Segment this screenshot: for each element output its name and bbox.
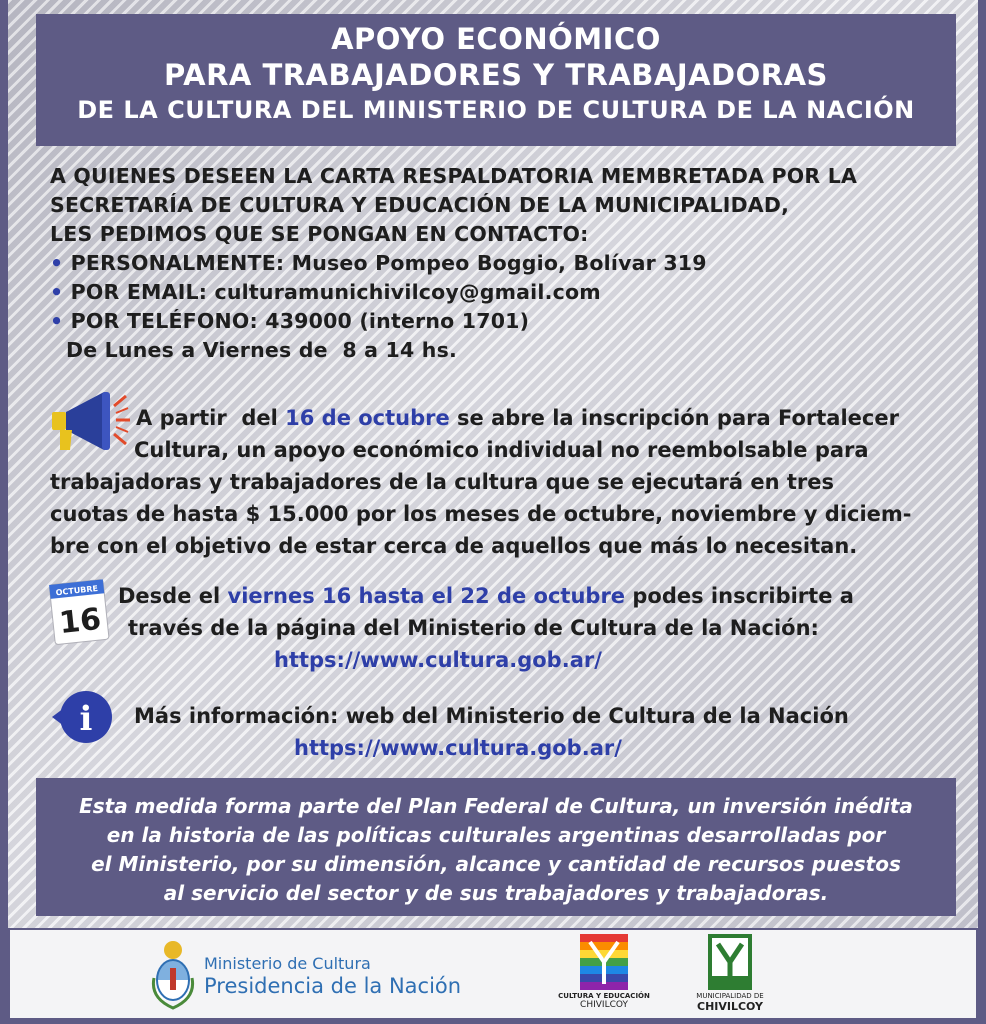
municipal-caption-1: MUNICIPALIDAD DE [696, 992, 764, 1000]
registration-pre: Desde el [118, 584, 228, 608]
contact-section [50, 162, 950, 365]
cultura-educacion-logo [580, 934, 628, 990]
registration-url-link[interactable]: https://www.cultura.gob.ar/ [274, 648, 602, 672]
more-info-url-link[interactable]: https://www.cultura.gob.ar/ [294, 736, 622, 760]
info-glyph: i [79, 699, 93, 739]
more-info-paragraph [134, 700, 954, 764]
contact-intro-3: LES PEDIMOS QUE SE PONGAN EN CONTACTO: [50, 222, 589, 246]
ministry-wordmark [204, 954, 461, 998]
logos-strip [10, 930, 976, 1018]
title-line-1: APOYO ECONÓMICO [331, 22, 661, 56]
announcement-line-3: trabajadoras y trabajadores de la cultura que se ejecutará en tres [50, 470, 834, 494]
registration-line-1 [118, 580, 948, 612]
footer-line-4: al servicio del sector y de sus trabajadores y trabajadoras. [163, 881, 829, 905]
registration-paragraph [118, 580, 948, 676]
ministry-line-1: Ministerio de Cultura [204, 954, 371, 973]
cultura-caption-2: CHIVILCOY [580, 1000, 628, 1010]
contact-hours: De Lunes a Viernes de 8 a 14 hs. [66, 338, 457, 362]
title-line-3: DE LA CULTURA DEL MINISTERIO DE CULTURA DE LA NACIÓN [77, 96, 915, 124]
bullet-icon: • [50, 280, 64, 304]
announcement-paragraph [50, 402, 950, 562]
contact-intro-1: A QUIENES DESEEN LA CARTA RESPALDATORIA MEMBRETADA POR LA [50, 164, 858, 188]
municipalidad-logo [708, 934, 752, 990]
header-banner [36, 14, 956, 146]
calendar-day: 16 [57, 601, 103, 642]
info-icon [52, 686, 114, 748]
contact-item-phone [50, 307, 950, 336]
contact-intro-2: SECRETARÍA DE CULTURA Y EDUCACIÓN DE LA MUNICIPALIDAD, [50, 193, 790, 217]
announcement-line-1 [50, 402, 950, 434]
footer-line-3: el Ministerio, por su dimensión, alcance y cantidad de recursos puestos [91, 852, 901, 876]
cultura-caption-1: CULTURA Y EDUCACIÓN [558, 992, 650, 1000]
municipal-caption [690, 992, 770, 1013]
bullet-icon: • [50, 251, 64, 275]
footer-statement [36, 778, 956, 916]
contact-item-label: POR TELÉFONO: 439000 (interno 1701) [70, 309, 530, 333]
contact-item-in-person [50, 249, 950, 278]
calendar-icon [46, 574, 112, 648]
announcement-line-5: bre con el objetivo de estar cerca de aquellos que más lo necesitan. [50, 534, 858, 558]
registration-line-2: través de la página del Ministerio de Cultura de la Nación: [128, 616, 819, 640]
announcement-date: 16 de octubre [285, 406, 450, 430]
footer-line-1: Esta medida forma parte del Plan Federal de Cultura, un inversión inédita [79, 794, 913, 818]
municipal-caption-2: CHIVILCOY [697, 1000, 763, 1013]
contact-item-label: PERSONALMENTE: Museo Pompeo Boggio, Bolívar 319 [70, 251, 707, 275]
title-line-2: PARA TRABAJADORES Y TRABAJADORAS [164, 58, 828, 92]
cultura-caption [556, 992, 652, 1010]
national-coat-of-arms-logo [150, 938, 196, 1012]
contact-item-label: POR EMAIL: culturamunichivilcoy@gmail.com [70, 280, 601, 304]
announcement-post: se abre la inscripción para Fortalecer [449, 406, 899, 430]
ministry-line-2: Presidencia de la Nación [204, 974, 462, 998]
announcement-pre: A partir del [136, 406, 286, 430]
announcement-line-2: Cultura, un apoyo económico individual no reembolsable para [134, 438, 869, 462]
bullet-icon: • [50, 309, 64, 333]
registration-post: podes inscribirte a [625, 584, 854, 608]
footer-line-2: en la historia de las políticas culturales argentinas desarrolladas por [106, 823, 886, 847]
announcement-line-4: cuotas de hasta $ 15.000 por los meses de octubre, noviembre y diciem- [50, 502, 912, 526]
more-info-text: Más información: web del Ministerio de Cultura de la Nación [134, 704, 849, 728]
calendar-month: OCTUBRE [55, 583, 99, 598]
registration-dates: viernes 16 hasta el 22 de octubre [227, 584, 626, 608]
contact-item-email [50, 278, 950, 307]
